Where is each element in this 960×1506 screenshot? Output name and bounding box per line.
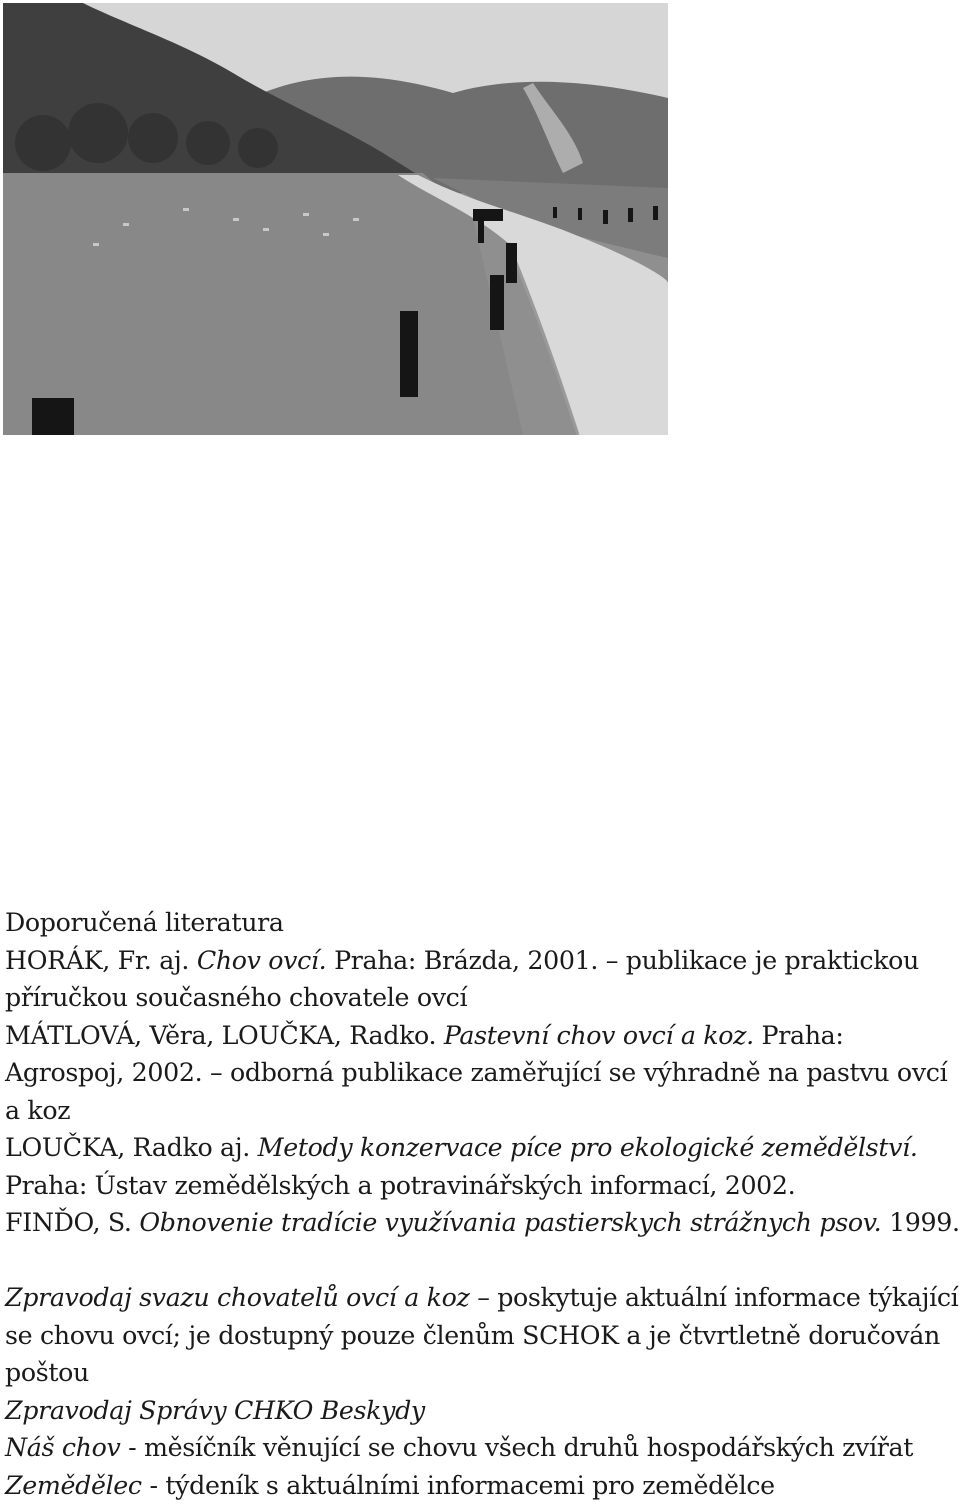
reference-item: HORÁK, Fr. aj. Chov ovcí. Praha: Brázda, 2001. – publikace je praktickou příručkou současného chovatele ovcí xyxy=(5,945,919,1012)
periodical-item: Zemědělec - týdeník s aktuálními informacemi pro zemědělce xyxy=(5,1470,775,1500)
periodical-title: Náš chov xyxy=(5,1433,121,1462)
reference-item: MÁTLOVÁ, Věra, LOUČKA, Radko. Pastevní chov ovcí a koz. Praha: Agrospoj, 2002. – odborná publikace zaměřující se výhradně na pastvu ovcí a koz xyxy=(5,1020,948,1125)
reference-title: Metody konzervace píce pro ekologické zemědělství. xyxy=(257,1133,918,1162)
reference-title: Obnovenie tradície využívania pastierskych strážnych psov. xyxy=(139,1208,882,1237)
periodical-item xyxy=(5,1392,960,1430)
reference-item: LOUČKA, Radko aj. Metody konzervace píce pro ekologické zemědělství. Praha: Ústav zemědělských a potravinářských informací, 2002. xyxy=(5,1133,918,1200)
reference-title: Pastevní chov ovcí a koz. xyxy=(443,1020,754,1050)
periodical-title: Zpravodaj Správy CHKO Beskydy xyxy=(5,1395,425,1425)
reference-title: Chov ovcí. xyxy=(196,945,327,975)
reference-item: FINĎO, S. Obnovenie tradície využívania pastierskych strážnych psov. 1999. xyxy=(5,1208,960,1237)
reading-list xyxy=(5,904,960,1504)
periodical-item: Zpravodaj svazu chovatelů ovcí a koz – poskytuje aktuální informace týkající se chovu ovcí; je dostupný pouze členům SCHOK a je čtvrtletně doručován poštou xyxy=(5,1283,959,1387)
pasture-photo xyxy=(3,3,668,435)
section-heading: Doporučená literatura xyxy=(5,908,284,937)
periodical-item: Náš chov - měsíčník věnující se chovu všech druhů hospodářských zvířat xyxy=(5,1433,914,1462)
periodical-title: Zemědělec xyxy=(5,1470,142,1500)
periodical-title: Zpravodaj svazu chovatelů ovcí a koz xyxy=(5,1283,470,1312)
